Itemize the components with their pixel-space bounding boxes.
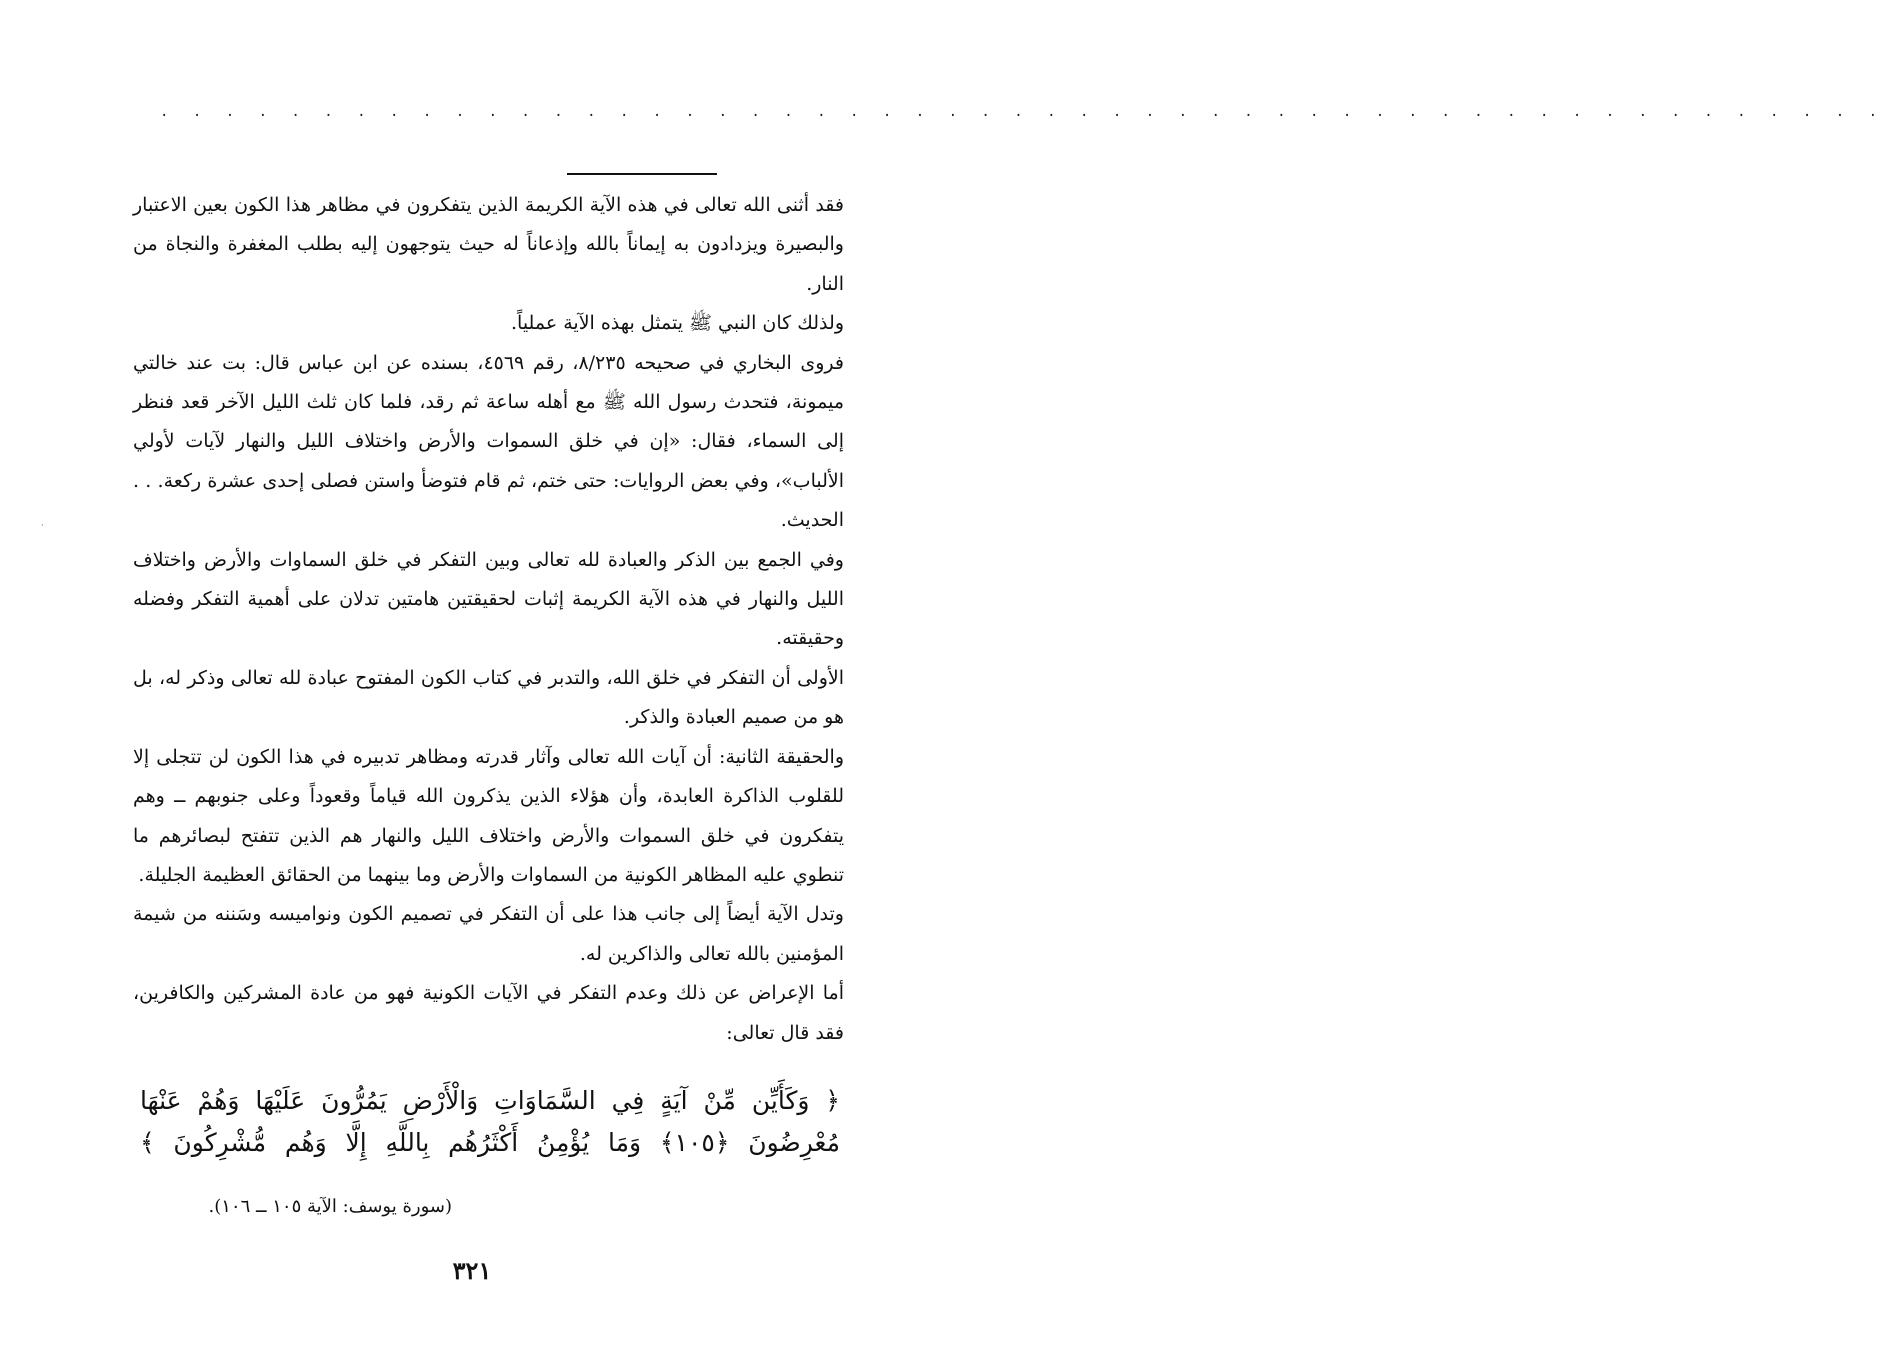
page-number: ٣٢١ (452, 1256, 492, 1285)
quran-verse-line-1: ﴿ وَكَأَيِّن مِّنْ آيَةٍ فِي السَّمَاوَاتِ وَالْأَرْضِ يَمُرُّونَ عَلَيْهَا وَهُمْ عَنْهَا (140, 1086, 840, 1115)
paragraph-8: أما الإعراض عن ذلك وعدم التفكر في الآيات الكونية فهو من عادة المشركين والكافرين، فقد قال تعالى: (133, 982, 844, 1044)
footnote-rule (567, 173, 717, 175)
paragraph-1: فقد أثنى الله تعالى في هذه الآية الكريمة الذين يتفكرون في مظاهر هذا الكون بعين الاعتبار والبصيرة ويزدادون به إيماناً بالله وإذعاناً له حيث يتوجهون إليه بطلب المغفرة والنجاة من النار. (133, 194, 844, 295)
paragraph-4: وفي الجمع بين الذكر والعبادة لله تعالى وبين التفكر في خلق السماوات والأرض واختلاف الليل والنهار في هذه الآية الكريمة إثبات لحقيقتين هامتين تدلان على أهمية التفكر وفضله وحقيقته. (133, 548, 844, 650)
paragraph-3: فروى البخاري في صحيحه ٨/٢٣٥، رقم ٤٥٦٩، بسنده عن ابن عباس قال: بت عند خالتي ميمونة، فتحدث رسول الله ﷺ مع أهله ساعة ثم رقد، فلما كان ثلث الليل الآخر قعد فنظر إلى السماء، فقال: «إن في خلق السموات والأرض واختلاف الليل والنهار لآيات لأولي الألباب»، وفي بعض الروايات: حتى ختم، ثم قام فتوضأ واستن فصلى إحدى عشرة ركعة. . . الحديث. (133, 351, 844, 532)
paragraph-5: الأولى أن التفكر في خلق الله، والتدبر في كتاب الكون المفتوح عبادة لله تعالى وذكر له، بل هو من صميم العبادة والذكر. (133, 666, 844, 729)
paragraph-6: والحقيقة الثانية: أن آيات الله تعالى وآثار قدرته ومظاهر تدبيره في هذا الكون لن تتجلى إلا للقلوب الذاكرة العابدة، وأن هؤلاء الذين يذكرون الله قياماً وقعوداً وعلى جنوبهم ــ وهم يتفكرون في خلق السموات والأرض واختلاف الليل والنهار هم الذين تتفتح لبصائرهم ما تنطوي عليه المظاهر الكونية من السماوات والأرض وما بينهما من الحقائق العظيمة الجليلة. (133, 745, 844, 886)
dotted-separator: . . . . . . . . . . . . . . . . . . . . . . . . . . . . . . . . . . . . . . . . . . . . . . . . . . . . . (160, 104, 1885, 120)
verse-citation: (سورة يوسف: الآية ١٠٥ ــ ١٠٦). (208, 1196, 452, 1217)
paragraph-7: وتدل الآية أيضاً إلى جانب هذا على أن التفكر في تصميم الكون ونواميسه وسَننه من شيمة المؤمنين بالله تعالى والذاكرين له. (133, 903, 844, 965)
margin-mark: · (41, 521, 44, 530)
quran-verse (140, 1080, 840, 1164)
main-text (133, 186, 844, 1053)
paragraph-2: ولذلك كان النبي ﷺ يتمثل بهذه الآية عملياً. (511, 312, 844, 335)
quran-verse-line-2: مُعْرِضُونَ ﴿١٠٥﴾ وَمَا يُؤْمِنُ أَكْثَرُهُم بِاللَّهِ إِلَّا وَهُم مُّشْرِكُونَ ﴾ (140, 1128, 841, 1157)
